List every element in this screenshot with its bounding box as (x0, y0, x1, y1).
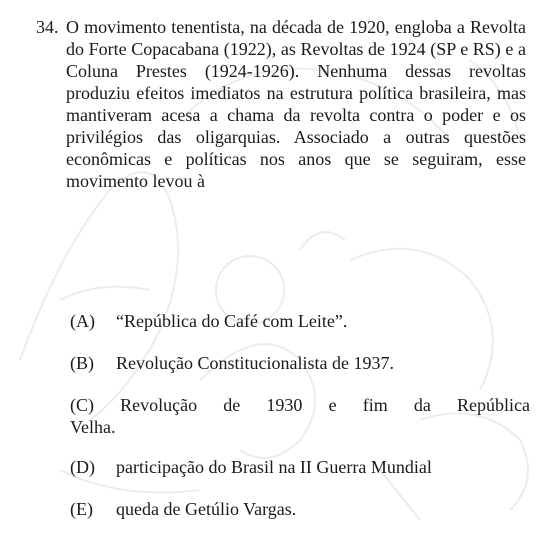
question-number: 34. (36, 17, 59, 37)
option-b[interactable] (70, 352, 530, 374)
option-a[interactable] (70, 310, 530, 332)
option-text: “República do Café com Leite”. (116, 311, 348, 331)
option-text-continued: Velha. (70, 417, 116, 437)
option-text: participação do Brasil na II Guerra Mundial (116, 457, 432, 477)
option-text: Revolução de 1930 e fim da República (120, 395, 530, 415)
option-letter: (E) (70, 499, 93, 519)
option-letter: (D) (70, 457, 95, 477)
option-c[interactable] (70, 394, 530, 438)
option-e[interactable] (70, 498, 530, 520)
option-letter: (B) (70, 353, 94, 373)
option-text: Revolução Constitucionalista de 1937. (116, 353, 394, 373)
option-letter: (A) (70, 311, 95, 331)
option-letter: (C) (70, 395, 94, 415)
option-c-line1 (70, 394, 530, 416)
question-block (36, 16, 526, 192)
option-d[interactable] (70, 456, 530, 478)
question-text: O movimento tenentista, na década de 1920, engloba a Revolta do Forte Copacabana (1922), as Revoltas de 1924 (SP e RS) e a Coluna Prestes (1924-1926). Nenhuma dessas revoltas produziu efeitos imediatos na estrutura política brasileira, mas mantiveram acesa a chama da revolta contra o poder e os privilégios das oligarquias. Associado a outras questões econômicas e políticas nos anos que se seguiram, esse movimento levou à (66, 17, 526, 191)
option-text: queda de Getúlio Vargas. (116, 499, 297, 519)
